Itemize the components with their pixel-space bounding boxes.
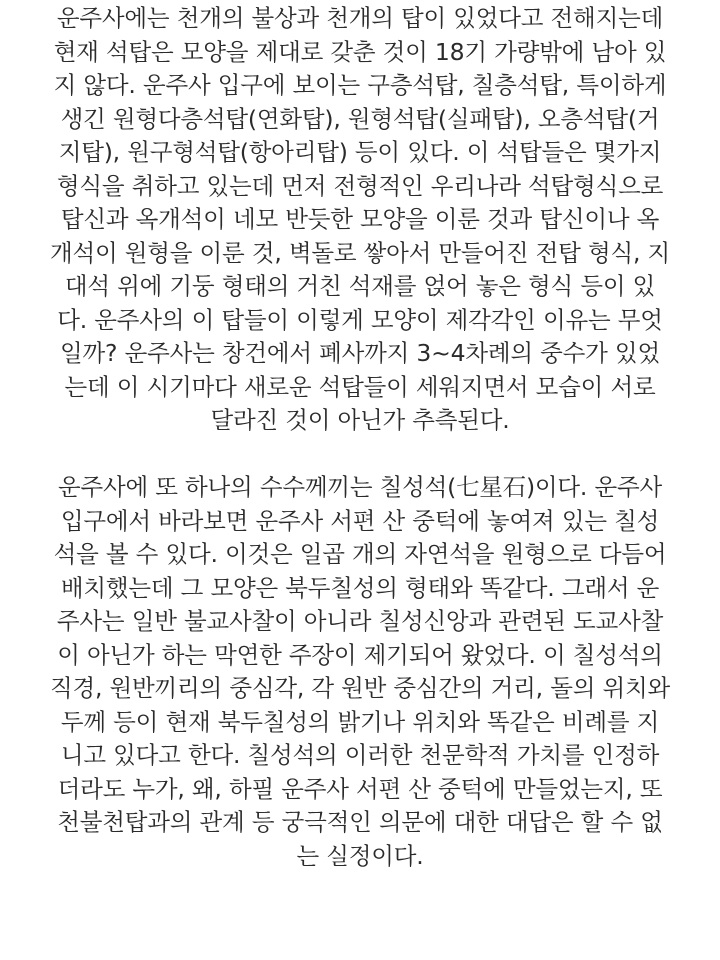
text-line: 천불천탑과의 관계 등 궁극적인 의문에 대한 대답은 할 수 없 — [57, 808, 663, 836]
text-line: 일까? 운주사는 창건에서 폐사까지 3~4차례의 중수가 있었 — [60, 339, 660, 367]
text-line: 니고 있다고 한다. 칠성석의 이러한 천문학적 가치를 인정하 — [60, 741, 660, 769]
text-line: 생긴 원형다층석탑(연화탑), 원형석탑(실패탑), 오층석탑(거 — [60, 104, 660, 133]
text-line: 배치했는데 그 모양은 북두칠성의 형태와 똑같다. 그래서 운 — [60, 573, 660, 602]
text-line: 다. 운주사의 이 탑들이 이렇게 모양이 제각각인 이유는 무엇 — [57, 305, 663, 334]
text-line: 달라진 것이 아닌가 추측된다. — [210, 406, 510, 434]
text-line: 는데 이 시기마다 새로운 석탑들이 세워지면서 모습이 서로 — [64, 372, 656, 401]
text-line: 운주사에 또 하나의 수수께끼는 칠성석(七星石)이다. 운주사 — [58, 473, 662, 501]
text-line: 탑신과 옥개석이 네모 반듯한 모양을 이룬 것과 탑신이나 옥 — [60, 205, 660, 233]
text-line: 현재 석탑은 모양을 제대로 갖춘 것이 18기 가량밖에 남아 있 — [53, 37, 667, 66]
paragraph-seven-star-stones — [0, 471, 720, 873]
text-line: 주사는 일반 불교사찰이 아니라 칠성신앙과 관련된 도교사찰 — [56, 607, 664, 635]
text-line: 형식을 취하고 있는데 먼저 전형적인 우리나라 석탑형식으로 — [56, 171, 664, 200]
text-line: 입구에서 바라보면 운주사 서편 산 중턱에 놓여져 있는 칠성 — [60, 506, 660, 535]
text-line: 직경, 원반끼리의 중심각, 각 원반 중심간의 거리, 돌의 위치와 — [50, 674, 670, 702]
text-line: 두께 등이 현재 북두칠성의 밝기나 위치와 똑같은 비례를 지 — [60, 707, 660, 736]
text-line: 지탑), 원구형석탑(항아리탑) 등이 있다. 이 석탑들은 몇가지 — [58, 138, 662, 166]
text-line: 지 않다. 운주사 입구에 보이는 구층석탑, 칠층석탑, 특이하게 — [53, 71, 667, 99]
text-line: 는 실정이다. — [296, 841, 424, 870]
paragraph-stone-pagodas — [0, 2, 720, 438]
paragraph-spacer — [0, 438, 720, 472]
text-line: 대석 위에 기둥 형태의 거친 석재를 얹어 놓은 형식 등이 있 — [64, 272, 656, 300]
text-line: 개석이 원형을 이룬 것, 벽돌로 쌓아서 만들어진 전탑 형식, 지 — [50, 238, 670, 267]
text-line: 더라도 누가, 왜, 하필 운주사 서편 산 중턱에 만들었는지, 또 — [57, 774, 663, 803]
text-line: 운주사에는 천개의 불상과 천개의 탑이 있었다고 전해지는데 — [56, 4, 664, 32]
text-line: 석을 볼 수 있다. 이것은 일곱 개의 자연석을 원형으로 다듬어 — [53, 540, 667, 568]
text-line: 이 아닌가 하는 막연한 주장이 제기되어 왔었다. 이 칠성석의 — [57, 640, 663, 669]
